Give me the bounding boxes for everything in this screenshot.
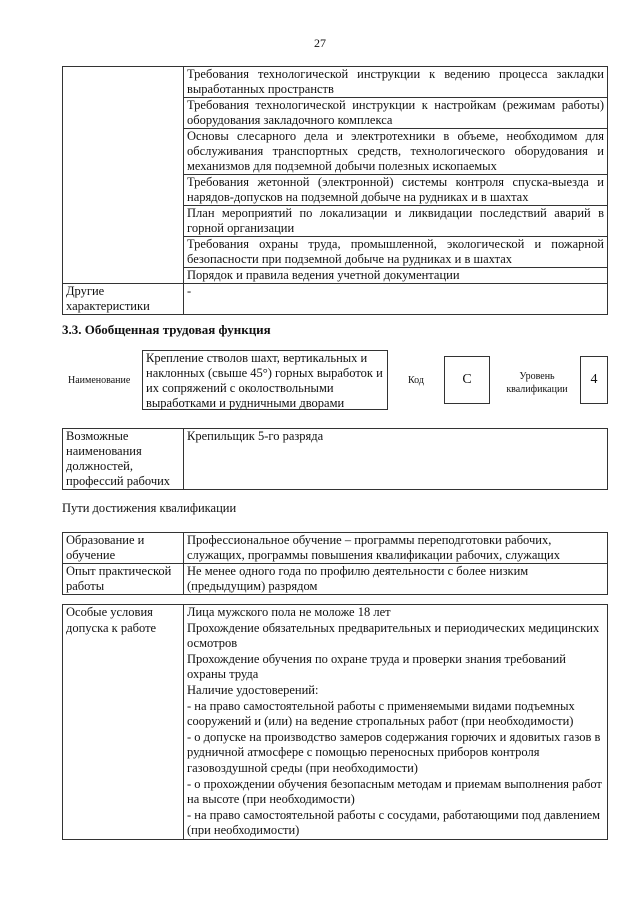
requirement-item: План мероприятий по локализации и ликвидации последствий аварий в горной организации (184, 206, 608, 237)
requirement-item: Требования жетонной (электронной) системы контроля спуска-выезда и нарядов-допусков на подземной добыче на рудниках и в шахтах (184, 175, 608, 206)
special-conditions-list (184, 605, 608, 840)
condition-item: Прохождение обучения по охране труда и проверки знания требований охраны труда (187, 651, 566, 682)
education-label: Образование и обучение (63, 533, 184, 564)
qualification-level-label: Уровень квалификации (506, 371, 568, 395)
code-label: Код (408, 375, 424, 386)
experience-label: Опыт практической работы (63, 564, 184, 595)
positions-label: Возможные наименования должностей, профессий рабочих (63, 429, 184, 490)
condition-item: - на право самостоятельной работы с применяемыми видами подъемных сооружений и (или) на ведение стропальных работ (при необходимости) (187, 698, 575, 729)
positions-table (62, 428, 608, 490)
special-conditions-table (62, 604, 608, 840)
education-value: Профессиональное обучение – программы переподготовки рабочих, служащих, программы повышения квалификации рабочих, служащих (184, 533, 608, 564)
condition-item: - на право самостоятельной работы с сосудами, работающими под давлением (при необходимости) (187, 807, 601, 838)
requirement-item: Требования технологической инструкции к настройкам (режимам работы) оборудования закладочного комплекса (184, 98, 608, 129)
condition-item: - о допуске на производство замеров содержания горючих и ядовитых газов в рудничной атмосфере с помощью переносных приборов контроля газовоздушной среды (при необходимости) (187, 729, 601, 775)
qualification-level-box: 4 (580, 356, 608, 404)
requirement-item: Требования технологической инструкции к ведению процесса закладки выработанных пространств (184, 67, 608, 98)
requirements-table (62, 66, 608, 315)
other-characteristics-label: Другие характеристики (63, 284, 184, 315)
condition-item: Наличие удостоверений: (187, 682, 319, 697)
other-characteristics-value: - (184, 284, 608, 315)
section-title: 3.3. Обобщенная трудовая функция (62, 322, 271, 337)
condition-item: Лица мужского пола не моложе 18 лет (187, 605, 391, 619)
qualification-paths-title: Пути достижения квалификации (62, 501, 237, 515)
qualification-table (62, 532, 608, 595)
code-value-box: C (444, 356, 490, 404)
page-number: 27 (314, 36, 326, 50)
name-label: Наименование (68, 375, 131, 386)
requirement-item: Основы слесарного дела и электротехники в объеме, необходимом для обслуживания транспортных средств, технологического оборудования и механизмов для подземной добычи полезных ископаемых (184, 129, 608, 175)
condition-item: - о прохождении обучения безопасным методам и приемам выполнения работ на высоте (при необходимости) (187, 776, 602, 807)
special-conditions-label: Особые условия допуска к работе (63, 605, 184, 840)
condition-item: Прохождение обязательных предварительных и периодических медицинских осмотров (187, 620, 600, 651)
function-name-box: Крепление стволов шахт, вертикальных и наклонных (свыше 45°) горных выработок и их сопряжений с околоствольными выработками и рудничными дворами (142, 350, 388, 410)
requirement-item: Требования охраны труда, промышленной, экологической и пожарной безопасности при подземной добыче на рудниках и в шахтах (184, 237, 608, 268)
requirement-item: Порядок и правила ведения учетной документации (184, 268, 608, 284)
experience-value: Не менее одного года по профилю деятельности с более низким (предыдущим) разрядом (184, 564, 608, 595)
positions-value: Крепильщик 5-го разряда (184, 429, 608, 490)
empty-label-cell (63, 67, 184, 284)
